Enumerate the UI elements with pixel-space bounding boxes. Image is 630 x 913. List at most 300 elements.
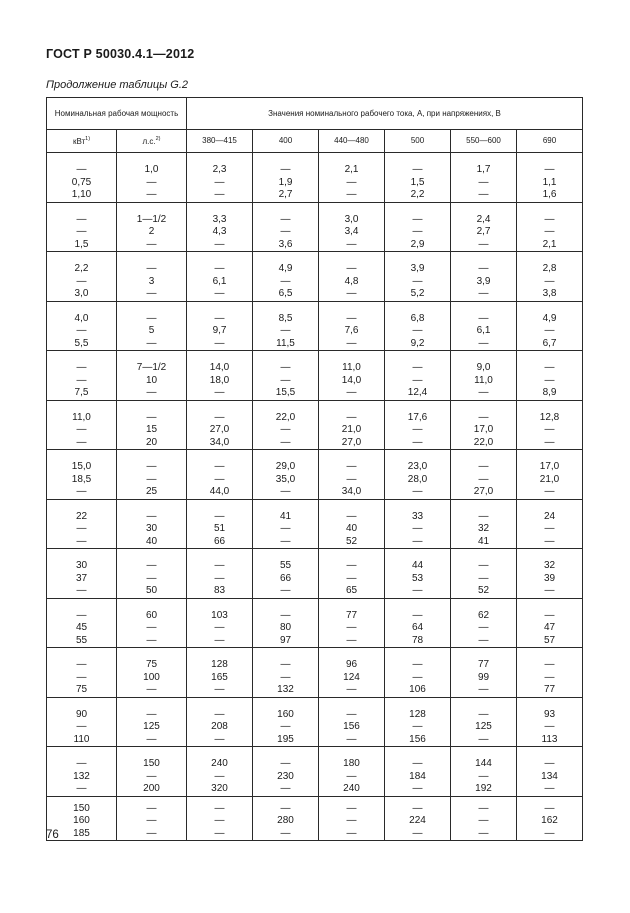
cell-value: —: [478, 473, 489, 485]
cell-value: 18,5: [71, 473, 92, 485]
cell-value: 15,5: [275, 387, 296, 398]
cell-value: —: [146, 189, 157, 200]
cell-value: 184: [409, 770, 426, 782]
cell-value: —: [280, 802, 291, 814]
table-cell: [47, 351, 117, 401]
table-cell: [187, 648, 253, 698]
table-cell: [451, 153, 517, 203]
cell-value: —: [544, 213, 555, 225]
cell-value: —: [76, 758, 87, 769]
header-hp-label: л.с.: [142, 136, 156, 146]
cell-value: 34,0: [209, 436, 230, 448]
table-cell: [253, 252, 319, 302]
cell-value: 55: [279, 560, 292, 571]
header-voltage: 380—415: [187, 130, 253, 153]
cell-value: —: [346, 189, 357, 200]
cell-value: —: [214, 461, 225, 472]
cell-value: —: [478, 634, 489, 646]
header-kw-footnote: 1): [85, 135, 91, 142]
cell-value: 5,2: [410, 288, 425, 299]
header-hp-footnote: 2): [155, 135, 161, 142]
table-cell: [117, 648, 187, 698]
table-cell: [385, 697, 451, 747]
table-cell: [187, 301, 253, 351]
table-cell: [451, 747, 517, 797]
cell-value: —: [412, 535, 423, 547]
table-cell: [47, 747, 117, 797]
cell-value: 14,0: [341, 374, 362, 386]
cell-value: —: [544, 275, 555, 287]
cell-value: 132: [277, 684, 294, 695]
cell-value: 0,75: [71, 176, 92, 188]
cell-value: —: [478, 770, 489, 782]
cell-value: —: [412, 827, 423, 839]
cell-value: —: [280, 325, 291, 336]
cell-value: —: [412, 325, 423, 336]
cell-value: —: [146, 684, 157, 695]
cell-value: 24: [543, 510, 556, 522]
cell-value: 64: [411, 622, 424, 633]
table-cell: [517, 747, 583, 797]
cell-value: 7,5: [74, 387, 89, 398]
cell-value: 90: [75, 708, 88, 720]
table-row: [47, 400, 583, 450]
cell-value: 2,9: [410, 238, 425, 250]
cell-value: 65: [345, 585, 358, 596]
cell-value: —: [76, 671, 87, 683]
cell-value: 40: [145, 535, 158, 547]
cell-value: —: [280, 585, 291, 596]
table-cell: [319, 747, 385, 797]
cell-value: 51: [213, 523, 226, 534]
cell-value: 128: [409, 708, 426, 720]
table-row: [47, 697, 583, 747]
table-cell: [385, 400, 451, 450]
cell-value: 22: [75, 510, 88, 522]
cell-value: 28,0: [407, 473, 428, 485]
cell-value: 55: [75, 634, 88, 646]
table-cell: [517, 549, 583, 599]
header-current-group: Значения номинального рабочего тока, А, при напряжениях, В: [187, 98, 583, 130]
cell-value: —: [544, 671, 555, 683]
table-cell: [117, 252, 187, 302]
cell-value: 8,9: [542, 387, 557, 398]
cell-value: —: [76, 374, 87, 386]
cell-value: —: [478, 815, 489, 826]
cell-value: —: [544, 325, 555, 336]
table-cell: [385, 747, 451, 797]
table-row: [47, 450, 583, 500]
table-row: [47, 648, 583, 698]
cell-value: 9,2: [410, 337, 425, 349]
cell-value: 35,0: [275, 473, 296, 485]
cell-value: —: [544, 362, 555, 373]
cell-value: —: [346, 560, 357, 571]
cell-value: 240: [211, 758, 228, 769]
cell-value: —: [544, 585, 555, 596]
cell-value: —: [412, 585, 423, 596]
cell-value: —: [544, 609, 555, 621]
cell-value: —: [76, 213, 87, 225]
cell-value: —: [346, 733, 357, 745]
cell-value: 106: [409, 684, 426, 695]
table-cell: [517, 450, 583, 500]
document-code: ГОСТ Р 50030.4.1—2012: [46, 47, 195, 61]
table-cell: [517, 796, 583, 841]
cell-value: 22,0: [473, 436, 494, 448]
cell-value: —: [214, 684, 225, 695]
cell-value: —: [214, 572, 225, 584]
cell-value: —: [280, 374, 291, 386]
cell-value: 10: [145, 374, 158, 386]
table-cell: [187, 450, 253, 500]
cell-value: —: [346, 387, 357, 398]
cell-value: —: [146, 238, 157, 250]
cell-value: —: [544, 721, 555, 732]
table-cell: [517, 400, 583, 450]
cell-value: —: [76, 164, 87, 175]
cell-value: 4,9: [542, 312, 557, 324]
cell-value: 156: [343, 721, 360, 732]
cell-value: —: [146, 461, 157, 472]
cell-value: 53: [411, 572, 424, 584]
cell-value: 14,0: [209, 362, 230, 373]
cell-value: 4,9: [278, 263, 293, 274]
table-cell: [385, 549, 451, 599]
cell-value: —: [214, 189, 225, 200]
header-voltage: 690: [517, 130, 583, 153]
cell-value: —: [214, 288, 225, 299]
header-kw: [47, 130, 117, 153]
table-cell: [319, 252, 385, 302]
cell-value: —: [544, 783, 555, 794]
table-cell: [451, 450, 517, 500]
cell-value: 52: [345, 535, 358, 547]
cell-value: 34,0: [341, 486, 362, 497]
cell-value: —: [412, 213, 423, 225]
cell-value: —: [76, 535, 87, 547]
cell-value: 75: [75, 684, 88, 695]
cell-value: —: [280, 783, 291, 794]
table-cell: [517, 697, 583, 747]
cell-value: —: [76, 424, 87, 435]
table-cell: [253, 153, 319, 203]
table-cell: [319, 351, 385, 401]
cell-value: —: [346, 288, 357, 299]
cell-value: —: [76, 362, 87, 373]
cell-value: —: [346, 312, 357, 324]
cell-value: —: [346, 238, 357, 250]
cell-value: —: [478, 189, 489, 200]
cell-value: 160: [277, 708, 294, 720]
header-hp: [117, 130, 187, 153]
table-cell: [47, 450, 117, 500]
cell-value: 66: [213, 535, 226, 547]
cell-value: 2,2: [410, 189, 425, 200]
table-row: [47, 796, 583, 841]
cell-value: —: [544, 374, 555, 386]
cell-value: —: [478, 312, 489, 324]
cell-value: —: [280, 486, 291, 497]
cell-value: —: [214, 815, 225, 826]
cell-value: 41: [477, 535, 490, 547]
cell-value: 99: [477, 671, 490, 683]
cell-value: 3,8: [542, 288, 557, 299]
cell-value: —: [412, 486, 423, 497]
cell-value: —: [478, 572, 489, 584]
cell-value: 27,0: [473, 486, 494, 497]
table-cell: [319, 450, 385, 500]
cell-value: 4,8: [344, 275, 359, 287]
cell-value: —: [146, 312, 157, 324]
cell-value: —: [478, 288, 489, 299]
table-cell: [385, 598, 451, 648]
cell-value: 57: [543, 634, 556, 646]
cell-value: —: [412, 671, 423, 683]
cell-value: 144: [475, 758, 492, 769]
cell-value: 165: [211, 671, 228, 683]
cell-value: —: [214, 802, 225, 814]
table-cell: [47, 648, 117, 698]
table-cell: [385, 351, 451, 401]
cell-value: 32: [477, 523, 490, 534]
cell-value: —: [146, 411, 157, 423]
cell-value: 75: [145, 659, 158, 670]
table-cell: [47, 549, 117, 599]
cell-value: —: [346, 337, 357, 349]
cell-value: —: [214, 473, 225, 485]
table-cell: [187, 400, 253, 450]
header-power-group: Номинальная рабочая мощность: [47, 98, 187, 130]
cell-value: —: [280, 436, 291, 448]
cell-value: 200: [143, 783, 160, 794]
cell-value: —: [280, 721, 291, 732]
cell-value: —: [412, 783, 423, 794]
cell-value: 6,8: [410, 312, 425, 324]
table-cell: [319, 697, 385, 747]
table-cell: [451, 351, 517, 401]
cell-value: 113: [541, 733, 558, 745]
table-cell: [451, 598, 517, 648]
cell-value: 77: [345, 609, 358, 621]
cell-value: 40: [345, 523, 358, 534]
table-cell: [47, 301, 117, 351]
cell-value: 9,7: [212, 325, 227, 336]
table-cell: [451, 499, 517, 549]
cell-value: —: [146, 176, 157, 188]
cell-value: 2,7: [476, 226, 491, 237]
cell-value: —: [280, 671, 291, 683]
table-cell: [47, 499, 117, 549]
cell-value: —: [346, 815, 357, 826]
cell-value: 2: [148, 226, 155, 237]
cell-value: 62: [477, 609, 490, 621]
table-cell: [451, 697, 517, 747]
table-row: [47, 549, 583, 599]
cell-value: 7,6: [344, 325, 359, 336]
cell-value: 160: [73, 815, 90, 826]
cell-value: 8,5: [278, 312, 293, 324]
cell-value: 5,5: [74, 337, 89, 349]
cell-value: —: [412, 164, 423, 175]
cell-value: —: [76, 436, 87, 448]
table-cell: [187, 697, 253, 747]
table-cell: [47, 252, 117, 302]
cell-value: 11,0: [474, 374, 493, 386]
cell-value: 1—1/2: [136, 213, 167, 225]
cell-value: —: [146, 387, 157, 398]
cell-value: 11,0: [72, 411, 91, 423]
cell-value: 195: [277, 733, 294, 745]
cell-value: —: [146, 634, 157, 646]
table-cell: [385, 796, 451, 841]
cell-value: —: [146, 802, 157, 814]
cell-value: 93: [543, 708, 556, 720]
cell-value: 96: [345, 659, 358, 670]
table-cell: [187, 598, 253, 648]
cell-value: —: [346, 510, 357, 522]
table-cell: [117, 400, 187, 450]
table-cell: [117, 747, 187, 797]
cell-value: 3,0: [344, 213, 359, 225]
table-cell: [451, 796, 517, 841]
cell-value: —: [214, 510, 225, 522]
cell-value: —: [76, 721, 87, 732]
table-cell: [187, 796, 253, 841]
table-cell: [319, 400, 385, 450]
cell-value: —: [346, 411, 357, 423]
cell-value: 224: [409, 815, 426, 826]
cell-value: —: [280, 659, 291, 670]
table-cell: [451, 648, 517, 698]
cell-value: 66: [279, 572, 292, 584]
table-caption: Продолжение таблицы G.2: [46, 79, 188, 91]
table-cell: [117, 450, 187, 500]
table-cell: [451, 400, 517, 450]
cell-value: —: [478, 411, 489, 423]
cell-value: 320: [211, 783, 228, 794]
cell-value: 17,6: [407, 411, 428, 423]
cell-value: 44: [411, 560, 424, 571]
cell-value: 80: [279, 622, 292, 633]
table-cell: [385, 648, 451, 698]
table-row: [47, 499, 583, 549]
table-cell: [253, 549, 319, 599]
cell-value: 1,1: [542, 176, 557, 188]
cell-value: 60: [145, 609, 158, 621]
cell-value: —: [146, 473, 157, 485]
table-cell: [47, 400, 117, 450]
cell-value: —: [280, 758, 291, 769]
cell-value: —: [478, 337, 489, 349]
cell-value: —: [346, 708, 357, 720]
cell-value: —: [214, 176, 225, 188]
table-cell: [319, 301, 385, 351]
cell-value: 32: [543, 560, 556, 571]
table-row: [47, 598, 583, 648]
cell-value: —: [146, 263, 157, 274]
cell-value: 1,5: [410, 176, 425, 188]
table-cell: [319, 796, 385, 841]
table-cell: [117, 598, 187, 648]
cell-value: —: [214, 238, 225, 250]
cell-value: 2,2: [74, 263, 89, 274]
cell-value: 1,0: [144, 164, 159, 175]
cell-value: 1,7: [476, 164, 491, 175]
cell-value: 23,0: [407, 461, 428, 472]
cell-value: —: [544, 226, 555, 237]
table-cell: [385, 499, 451, 549]
cell-value: —: [76, 325, 87, 336]
cell-value: —: [214, 387, 225, 398]
cell-value: —: [214, 708, 225, 720]
cell-value: 33: [411, 510, 424, 522]
table-cell: [517, 499, 583, 549]
header-voltage: 440—480: [319, 130, 385, 153]
cell-value: 9,0: [476, 362, 491, 373]
table-cell: [517, 301, 583, 351]
cell-value: 37: [75, 572, 88, 584]
table-cell: [253, 400, 319, 450]
cell-value: —: [214, 733, 225, 745]
cell-value: 6,5: [278, 288, 293, 299]
table-cell: [253, 301, 319, 351]
table-cell: [385, 301, 451, 351]
cell-value: —: [412, 424, 423, 435]
cell-value: 230: [277, 770, 294, 782]
cell-value: 6,1: [212, 275, 227, 287]
cell-value: 1,5: [74, 238, 89, 250]
cell-value: —: [214, 622, 225, 633]
page-number: 76: [46, 829, 59, 841]
cell-value: 2,4: [476, 213, 491, 225]
table-cell: [451, 301, 517, 351]
table-cell: [117, 153, 187, 203]
cell-value: 7—1/2: [136, 362, 167, 373]
cell-value: —: [346, 176, 357, 188]
cell-value: —: [280, 424, 291, 435]
table-cell: [187, 747, 253, 797]
cell-value: —: [280, 275, 291, 287]
table-row: [47, 202, 583, 252]
cell-value: 30: [75, 560, 88, 571]
cell-value: 180: [343, 758, 360, 769]
cell-value: 156: [409, 733, 426, 745]
cell-value: 44,0: [209, 486, 230, 497]
table-cell: [319, 648, 385, 698]
table-cell: [517, 598, 583, 648]
cell-value: 11,5: [276, 337, 295, 349]
cell-value: 17,0: [539, 461, 560, 472]
cell-value: —: [280, 226, 291, 237]
table-cell: [517, 202, 583, 252]
cell-value: 11,0: [342, 362, 361, 373]
table-row: [47, 747, 583, 797]
table-cell: [187, 153, 253, 203]
cell-value: 21,0: [341, 424, 362, 435]
cell-value: 280: [277, 815, 294, 826]
cell-value: 2,1: [542, 238, 557, 250]
cell-value: —: [412, 362, 423, 373]
cell-value: 3,4: [344, 226, 359, 237]
cell-value: 29,0: [275, 461, 296, 472]
cell-value: 185: [73, 827, 90, 839]
cell-value: —: [478, 387, 489, 398]
cell-value: —: [346, 473, 357, 485]
table-cell: [187, 351, 253, 401]
cell-value: —: [412, 374, 423, 386]
cell-value: —: [76, 659, 87, 670]
